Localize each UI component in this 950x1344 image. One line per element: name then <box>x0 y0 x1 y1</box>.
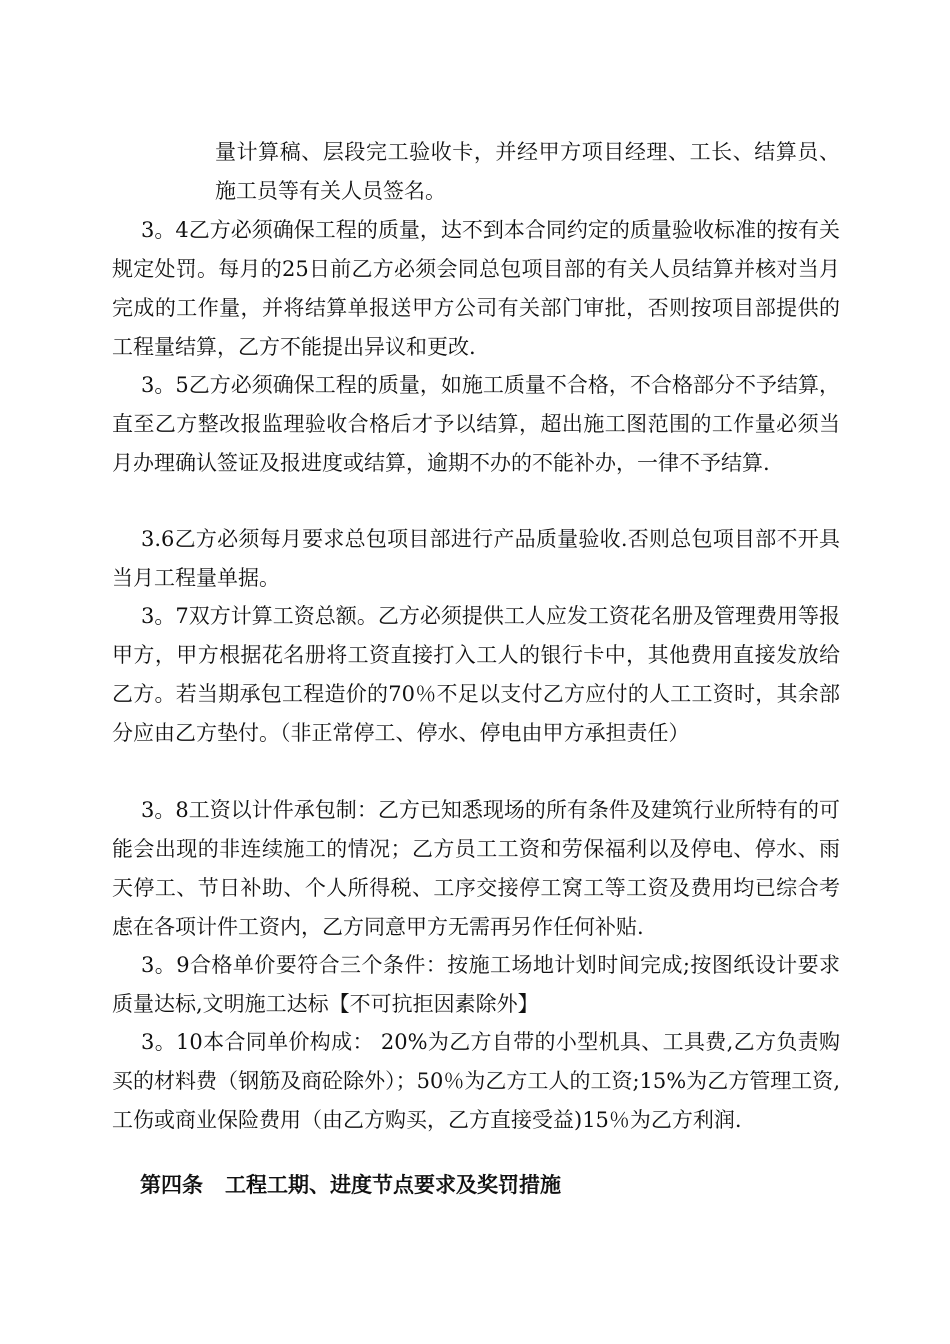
clause-3-7: 3。7双方计算工资总额。乙方必须提供工人应发工资花名册及管理费用等报甲方，甲方根据花名册将工资直接打入工人的银行卡中，其他费用直接发放给乙方。若当期承包工程造价的70％不足以支付乙方应付的人工工资时，其余部分应由乙方垫付。（非正常停工、停水、停电由甲方承担责任） <box>112 604 840 745</box>
clause-3-8: 3。8工资以计件承包制：乙方已知悉现场的所有条件及建筑行业所特有的可能会出现的非连续施工的情况；乙方员工工资和劳保福利以及停电、停水、雨天停工、节日补助、个人所得税、工序交接停工窝工等工资及费用均已综合考虑在各项计件工资内，乙方同意甲方无需再另作任何补贴. <box>112 798 840 939</box>
continuation-paragraph: 量计算稿、层段完工验收卡，并经甲方项目经理、工长、结算员、施工员等有关人员签名。 <box>215 140 840 203</box>
clause-3-4: 3。4乙方必须确保工程的质量，达不到本合同约定的质量验收标准的按有关规定处罚。每月的25日前乙方必须会同总包项目部的有关人员结算并核对当月完成的工作量，并将结算单报送甲方公司有关部门审批，否则按项目部提供的工程量结算，乙方不能提出异议和更改. <box>112 218 840 359</box>
clause-3-10: 3。10本合同单价构成： 20%为乙方自带的小型机具、工具费,乙方负责购买的材料费（钢筋及商砼除外）；50％为乙方工人的工资;15%为乙方管理工资,工伤或商业保险费用（由乙方购买，乙方直接受益)15％为乙方利润. <box>112 1030 840 1132</box>
clause-3-9: 3。9合格单价要符合三个条件：按施工场地计划时间完成;按图纸设计要求质量达标,文明施工达标【不可抗拒因素除外】 <box>112 953 840 1016</box>
article-number: 第四条 <box>140 1173 203 1197</box>
clause-3-6: 3.6乙方必须每月要求总包项目部进行产品质量验收.否则总包项目部不开具当月工程量单据。 <box>112 527 840 590</box>
clause-3-5: 3。5乙方必须确保工程的质量，如施工质量不合格，不合格部分不予结算，直至乙方整改报监理验收合格后才予以结算，超出施工图范围的工作量必须当月办理确认签证及报进度或结算，逾期不办的不能补办，一律不予结算. <box>112 373 840 475</box>
article-title: 工程工期、进度节点要求及奖罚措施 <box>225 1173 561 1197</box>
article-heading <box>140 1166 561 1204</box>
